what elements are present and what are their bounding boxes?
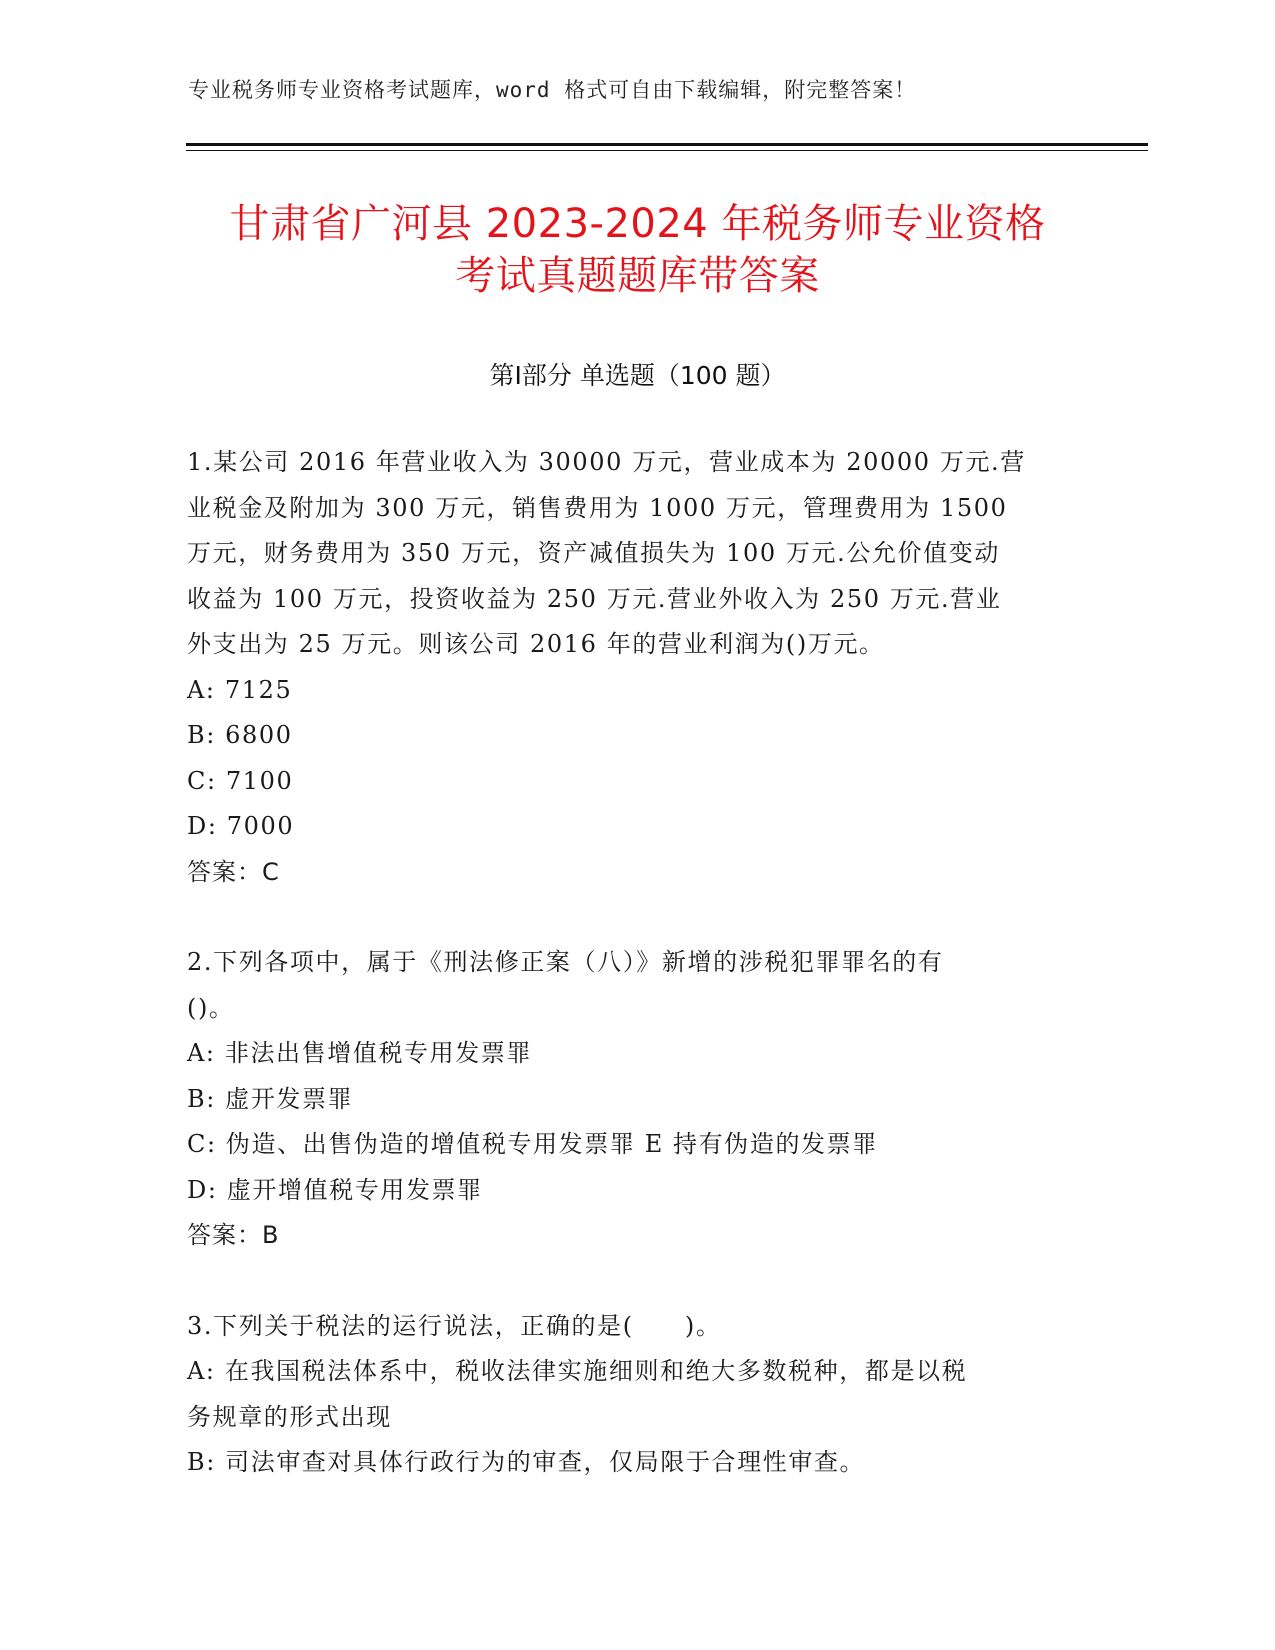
question-stem-line: 收益为 100 万元，投资收益为 250 万元.营业外收入为 250 万元.营业 <box>187 584 1002 613</box>
question-stem-line: 3.下列关于税法的运行说法，正确的是( )。 <box>187 1311 722 1340</box>
document-title <box>150 198 1125 302</box>
option-c: C: 伪造、出售伪造的增值税专用发票罪 E 持有伪造的发票罪 <box>187 1130 878 1158</box>
question-stem-line: 外支出为 25 万元。则该公司 2016 年的营业利润为()万元。 <box>187 630 885 658</box>
option-a-continued: 务规章的形式出现 <box>187 1402 392 1431</box>
question-spacer <box>187 895 1067 940</box>
option-c: C: 7100 <box>187 766 294 795</box>
option-d: D: 7000 <box>187 812 295 840</box>
question-spacer <box>187 1259 1067 1304</box>
option-d: D: 虚开增值税专用发票罪 <box>187 1175 483 1204</box>
question-2 <box>187 940 1067 1259</box>
question-list <box>187 440 1067 1486</box>
document-title-line-1: 甘肃省广河县 2023-2024 年税务师专业资格 <box>229 201 1046 247</box>
question-stem-line: 2.下列各项中，属于《刑法修正案（八）》新增的涉税犯罪罪名的有 <box>187 948 944 976</box>
option-b: B: 虚开发票罪 <box>187 1084 354 1113</box>
option-a: A: 非法出售增值税专用发票罪 <box>187 1039 533 1067</box>
answer-line: 答案：B <box>187 1221 280 1249</box>
question-stem-line: 1.某公司 2016 年营业收入为 30000 万元，营业成本为 20000 万元.营 <box>187 448 1026 476</box>
option-a: A: 在我国税法体系中，税收法律实施细则和绝大多数税种，都是以税 <box>187 1357 968 1385</box>
option-b: B: 6800 <box>187 721 293 749</box>
header-rule-thick <box>186 143 1148 146</box>
section-title: 第Ⅰ部分 单选题（100 题） <box>489 361 786 390</box>
question-stem-line: 万元，财务费用为 350 万元，资产减值损失为 100 万元.公允价值变动 <box>187 539 1000 567</box>
document-title-line-2: 考试真题题库带答案 <box>455 253 820 299</box>
answer-line: 答案：C <box>187 857 280 886</box>
option-a: A: 7125 <box>187 675 293 704</box>
option-b: B: 司法审查对具体行政行为的审查，仅局限于合理性审查。 <box>187 1448 866 1476</box>
question-1 <box>187 440 1067 895</box>
question-stem-line: 业税金及附加为 300 万元，销售费用为 1000 万元，管理费用为 1500 <box>187 493 1008 522</box>
question-3 <box>187 1304 1067 1486</box>
question-stem-line: ()。 <box>187 993 235 1022</box>
header-rule-thin <box>186 150 1148 151</box>
header-note: 专业税务师专业资格考试题库，word 格式可自由下载编辑，附完整答案！ <box>188 78 917 102</box>
